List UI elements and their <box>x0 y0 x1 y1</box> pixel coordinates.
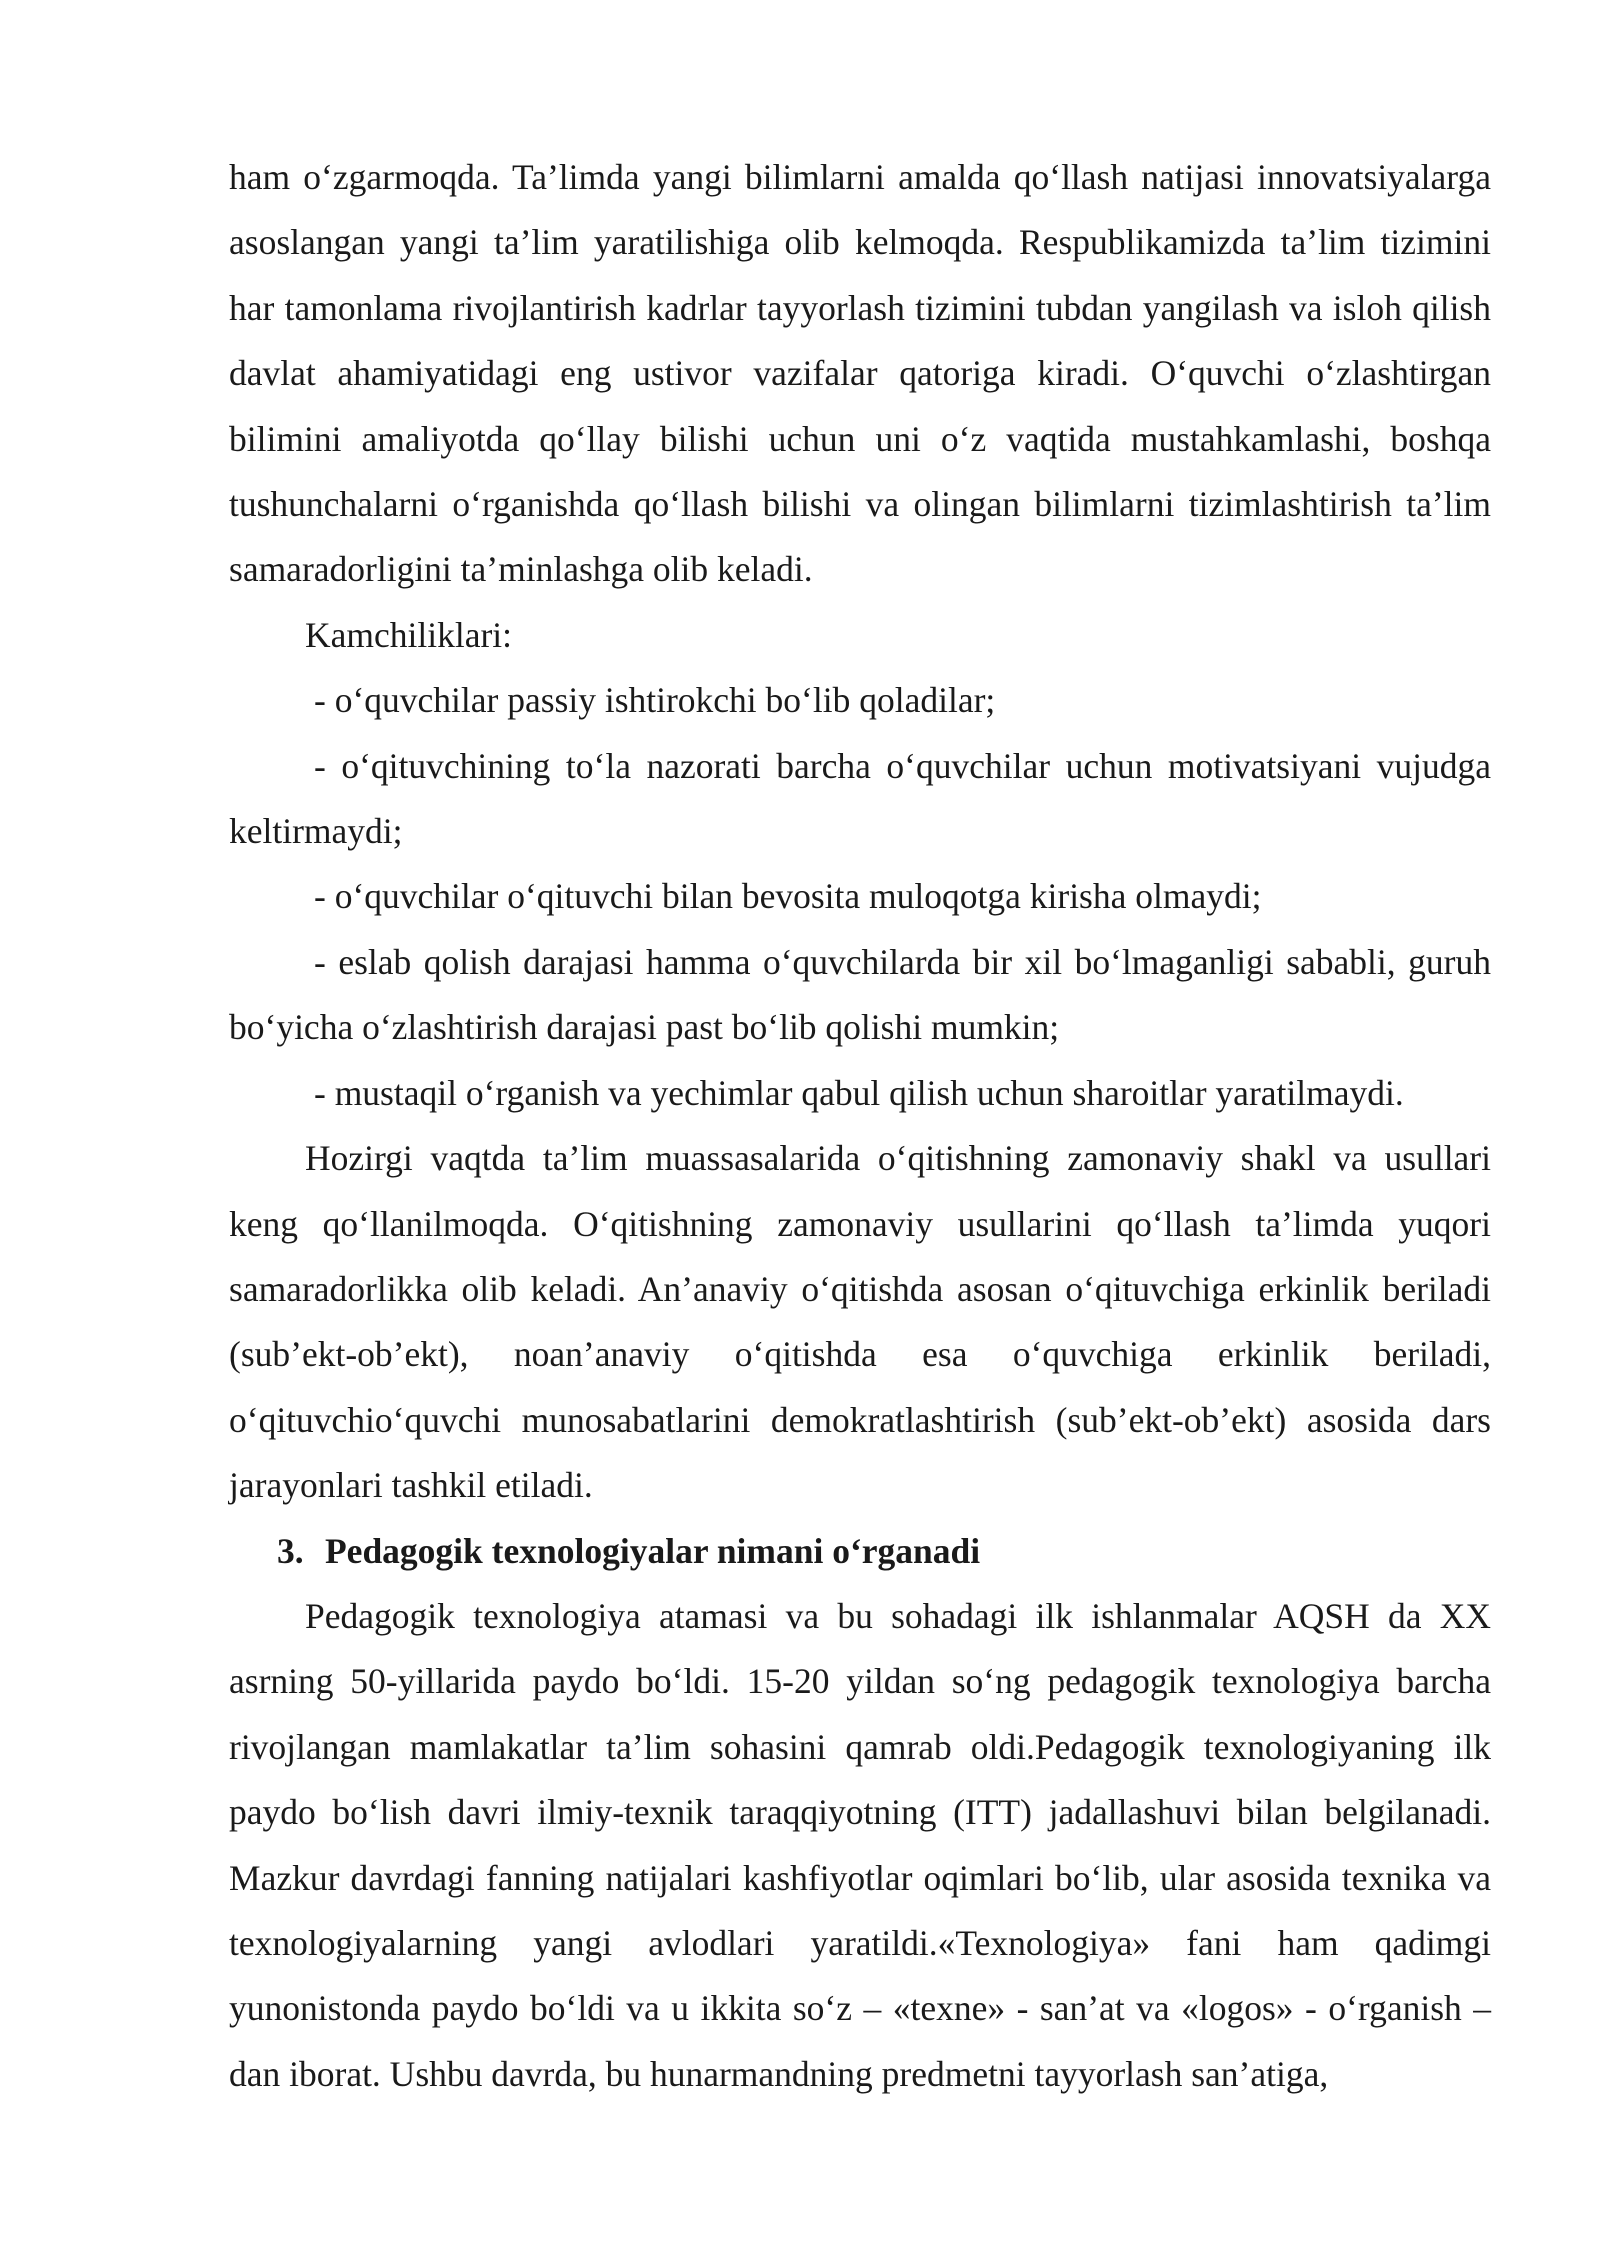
shortcoming-item-5: - mustaqil o‘rganish va yechimlar qabul qilish uchun sharoitlar yaratilmaydi. <box>314 1072 1404 1113</box>
paragraph-intro: ham o‘zgarmoqda. Ta’limda yangi bilimlarni amalda qo‘llash natijasi innovatsiyalarga asoslangan yangi ta’lim yaratilishiga olib kelmoqda. Respublikamizda ta’lim tizimini har tamonlama rivojlantirish kadrlar tayyorlash tizimini tubdan yangilash va isloh qilish davlat ahamiyatidagi eng ustivor vazifalar qatoriga kiradi. O‘quvchi o‘zlashtirgan bilimini amaliyotda qo‘llay bilishi uchun uni o‘z vaqtida mustahkamlashi, boshqa tushunchalarni o‘rganishda qo‘llash bilishi va olingan bilimlarni tizimlashtirish ta’lim samaradorligini ta’minlashga olib keladi. <box>229 157 1491 590</box>
paragraph-history: Pedagogik texnologiya atamasi va bu sohadagi ilk ishlanmalar AQSH da XX asrning 50-yillarida paydo bo‘ldi. 15-20 yildan so‘ng pedagogik texnologiya barcha rivojlangan mamlakatlar ta’lim sohasini qamrab oldi.Pedagogik texnologiyaning ilk paydo bo‘lish davri ilmiy-texnik taraqqiyotning (ITT) jadallashuvi bilan belgilanadi. Mazkur davrdagi fanning natijalari kashfiyotlar oqimlari bo‘lib, ular asosida texnika va texnologiyalarning yangi avlodlari yaratildi.«Texnologiya» fani ham qadimgi yunonistonda paydo bo‘ldi va u ikkita so‘z – «texne» - san’at va «logos» - o‘rganish – dan iborat. Ushbu davrda, bu hunarmandning predmetni tayyorlash san’atiga, <box>229 1595 1491 2094</box>
shortcoming-item-4: - eslab qolish darajasi hamma o‘quvchilarda bir xil bo‘lmaganligi sababli, guruh bo‘yicha o‘zlashtirish darajasi past bo‘lib qolishi mumkin; <box>229 941 1491 1048</box>
section-title: Pedagogik texnologiyalar nimani o‘rganadi <box>325 1530 981 1571</box>
section-number: 3. <box>277 1530 304 1571</box>
shortcomings-label: Kamchiliklari: <box>305 614 513 655</box>
paragraph-modern-methods: Hozirgi vaqtda ta’lim muassasalarida o‘qitishning zamonaviy shakl va usullari keng qo‘llanilmoqda. O‘qitishning zamonaviy usullarini qo‘llash ta’limda yuqori samaradorlikka olib keladi. An’anaviy o‘qitishda asosan o‘qituvchiga erkinlik beriladi (sub’ekt-ob’ekt), noan’anaviy o‘qitishda esa o‘quvchiga erkinlik beriladi, o‘qituvchio‘quvchi munosabatlarini demokratlashtirish (sub’ekt-ob’ekt) asosida dars jarayonlari tashkil etiladi. <box>229 1138 1491 1506</box>
shortcoming-item-3: - o‘quvchilar o‘qituvchi bilan bevosita muloqotga kirisha olmaydi; <box>314 876 1262 917</box>
section-heading <box>229 1519 1491 1584</box>
document-page <box>229 145 1491 2107</box>
shortcoming-item-1: - o‘quvchilar passiy ishtirokchi bo‘lib qoladilar; <box>314 680 996 721</box>
shortcoming-item-2: - o‘qituvchining to‘la nazorati barcha o‘quvchilar uchun motivatsiyani vujudga keltirmaydi; <box>229 745 1491 852</box>
